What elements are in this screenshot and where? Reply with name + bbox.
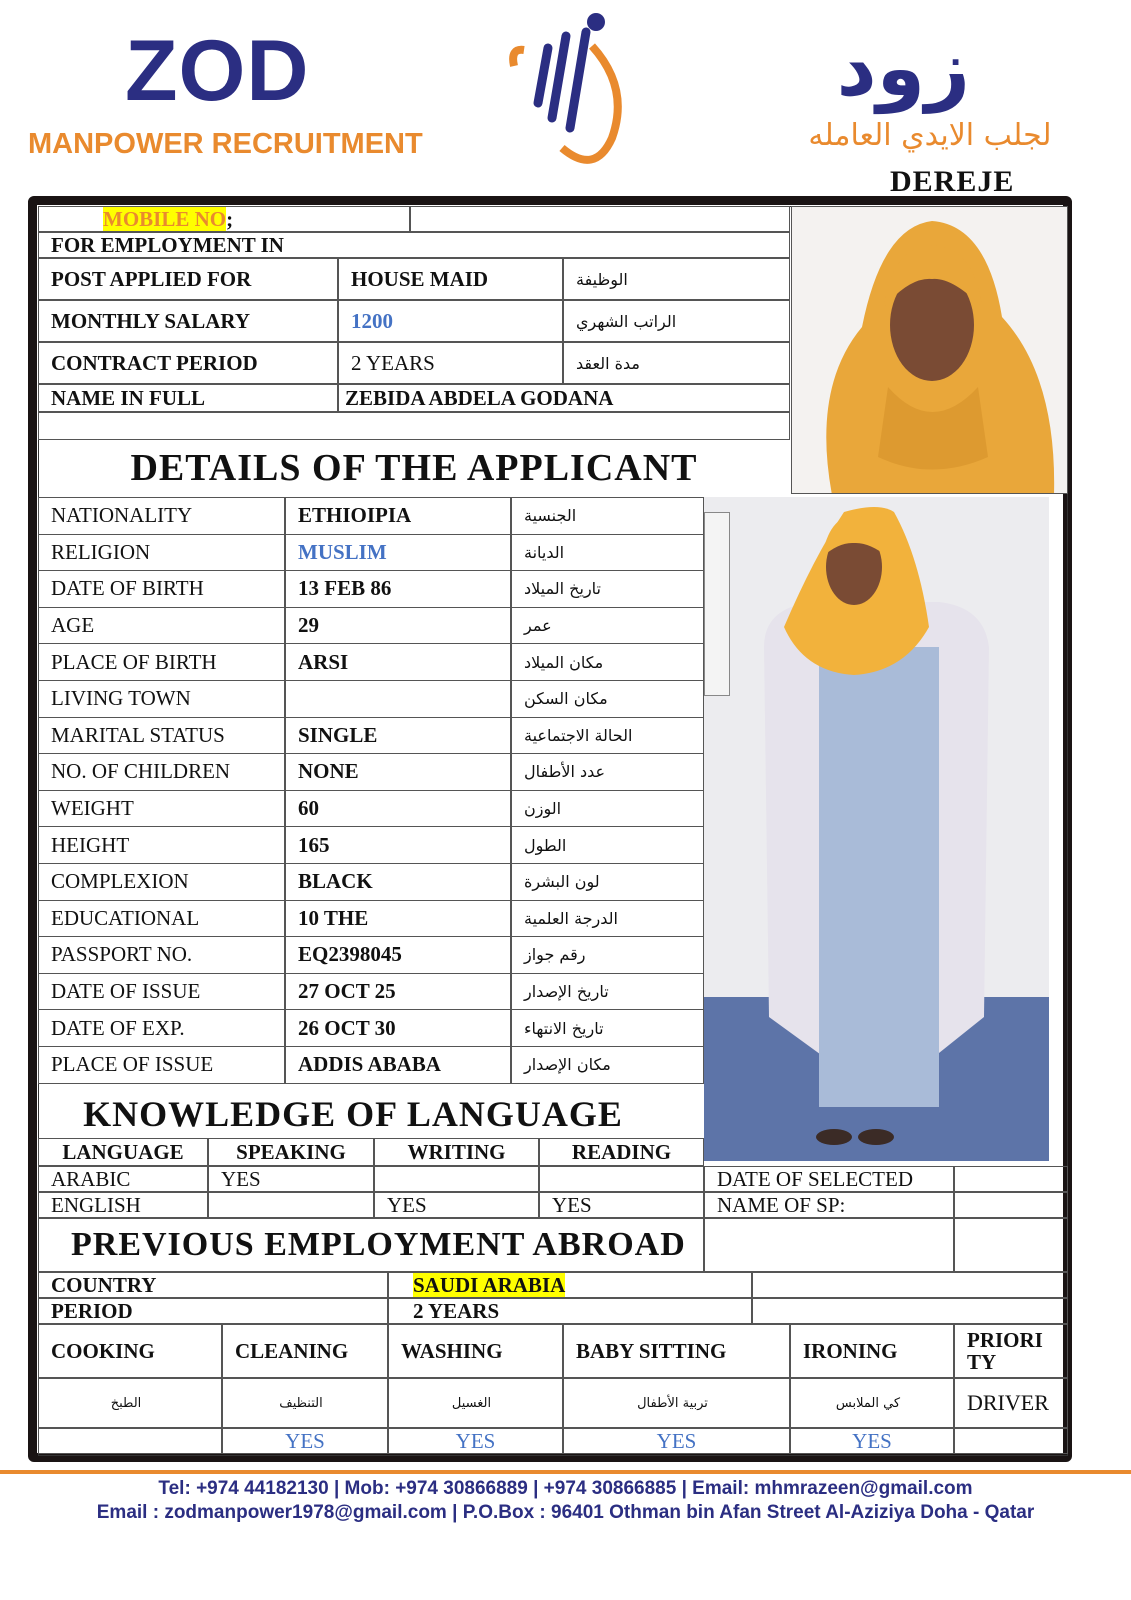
detail-arabic: الحالة الاجتماعية [511, 717, 704, 755]
detail-value: 10 THE [285, 900, 511, 938]
lang-english-name: ENGLISH [38, 1192, 208, 1218]
detail-value: MUSLIM [285, 534, 511, 572]
detail-value: ARSI [285, 643, 511, 681]
footer-contact-line2: Email : zodmanpower1978@gmail.com | P.O.Box : 96401 Othman bin Afan Street Al-Aziziya Doha - Qatar [96, 1502, 1035, 1523]
detail-arabic: الجنسية [511, 497, 704, 535]
detail-label: PASSPORT NO. [38, 936, 285, 974]
side-blank-1 [704, 1218, 954, 1272]
skill-value: YES [790, 1428, 954, 1454]
detail-label: DATE OF ISSUE [38, 973, 285, 1011]
lang-header-language: LANGUAGE [38, 1138, 208, 1166]
skill-label: CLEANING [222, 1324, 388, 1378]
agent-name: DEREJE [890, 165, 1015, 198]
detail-label: MARITAL STATUS [38, 717, 285, 755]
skill-arabic: تربية الأطفال [563, 1378, 790, 1428]
detail-label: AGE [38, 607, 285, 645]
detail-value: 26 OCT 30 [285, 1009, 511, 1047]
language-title: KNOWLEDGE OF LANGUAGE [83, 1094, 623, 1134]
detail-label: COMPLEXION [38, 863, 285, 901]
period-value: 2 YEARS [388, 1298, 752, 1324]
salary-arabic: الراتب الشهري [563, 300, 790, 342]
period-label: PERIOD [38, 1298, 388, 1324]
previous-employment-title: PREVIOUS EMPLOYMENT ABROAD [38, 1218, 704, 1272]
detail-arabic: الديانة [511, 534, 704, 572]
footer-contact-line1: Tel: +974 44182130 | Mob: +974 30866889 | +974 30866885 | Email: mhmrazeen@gmail.com [158, 1478, 973, 1499]
date-selected-value [954, 1166, 1068, 1192]
detail-arabic: لون البشرة [511, 863, 704, 901]
details-title: DETAILS OF THE APPLICANT [130, 447, 698, 489]
lang-header-reading: READING [539, 1138, 704, 1166]
priority-label-line2: TY [967, 1350, 997, 1374]
detail-value: 60 [285, 790, 511, 828]
lang-english-speaking [208, 1192, 374, 1218]
lang-arabic-writing [374, 1166, 539, 1192]
detail-arabic: مكان الميلاد [511, 643, 704, 681]
skill-label: BABY SITTING [563, 1324, 790, 1378]
detail-arabic: عدد الأطفال [511, 753, 704, 791]
applicant-portrait-photo [791, 206, 1068, 494]
detail-value: SINGLE [285, 717, 511, 755]
mobile-value [410, 206, 790, 232]
detail-arabic: عمر [511, 607, 704, 645]
detail-arabic: تاريخ الإصدار [511, 973, 704, 1011]
skill-arabic: الغسيل [388, 1378, 563, 1428]
detail-arabic: الطول [511, 826, 704, 864]
skill-label: WASHING [388, 1324, 563, 1378]
country-cell [388, 1272, 752, 1298]
priority-label-line1: PRIORI [967, 1327, 1043, 1352]
brand-logo-icon [500, 8, 640, 178]
skill-value: YES [222, 1428, 388, 1454]
employment-label: FOR EMPLOYMENT IN [38, 232, 790, 258]
detail-label: PLACE OF BIRTH [38, 643, 285, 681]
side-blank-2 [954, 1218, 1068, 1272]
lang-arabic-speaking: YES [208, 1166, 374, 1192]
thumbnail-strip [704, 512, 730, 696]
detail-value: 27 OCT 25 [285, 973, 511, 1011]
priority-label [954, 1324, 1068, 1378]
priority-blank [954, 1428, 1068, 1454]
footer-divider [0, 1470, 1131, 1474]
post-label: POST APPLIED FOR [38, 258, 338, 300]
detail-value [285, 680, 511, 718]
detail-value: 165 [285, 826, 511, 864]
post-arabic: الوظيفة [563, 258, 790, 300]
mobile-suffix: ; [226, 206, 234, 231]
country-value: SAUDI ARABIA [413, 1272, 566, 1297]
detail-label: DATE OF BIRTH [38, 570, 285, 608]
detail-label: PLACE OF ISSUE [38, 1046, 285, 1084]
detail-label: NATIONALITY [38, 497, 285, 535]
detail-value: NONE [285, 753, 511, 791]
brand-subtitle: MANPOWER RECRUITMENT [28, 128, 423, 160]
country-blank [752, 1272, 1068, 1298]
lang-arabic-reading [539, 1166, 704, 1192]
detail-arabic: الدرجة العلمية [511, 900, 704, 938]
detail-label: RELIGION [38, 534, 285, 572]
detail-value: EQ2398045 [285, 936, 511, 974]
lang-header-speaking: SPEAKING [208, 1138, 374, 1166]
skill-arabic: كي الملابس [790, 1378, 954, 1428]
lang-header-writing: WRITING [374, 1138, 539, 1166]
detail-label: LIVING TOWN [38, 680, 285, 718]
detail-arabic: تاريخ الميلاد [511, 570, 704, 608]
brand-logo-text: ZOD [125, 23, 310, 119]
detail-arabic: رقم جواز [511, 936, 704, 974]
detail-value: BLACK [285, 863, 511, 901]
detail-label: EDUCATIONAL [38, 900, 285, 938]
lang-english-writing: YES [374, 1192, 539, 1218]
skill-arabic: الطبخ [38, 1378, 222, 1428]
skill-label: IRONING [790, 1324, 954, 1378]
detail-arabic: تاريخ الانتهاء [511, 1009, 704, 1047]
detail-value: 13 FEB 86 [285, 570, 511, 608]
skill-value [38, 1428, 222, 1454]
skill-value: YES [388, 1428, 563, 1454]
detail-value: ADDIS ABABA [285, 1046, 511, 1084]
detail-label: HEIGHT [38, 826, 285, 864]
lang-english-reading: YES [539, 1192, 704, 1218]
blank-row [38, 412, 790, 440]
post-value: HOUSE MAID [338, 258, 563, 300]
salary-label: MONTHLY SALARY [38, 300, 338, 342]
detail-label: DATE OF EXP. [38, 1009, 285, 1047]
name-sp-value [954, 1192, 1068, 1218]
detail-arabic: مكان السكن [511, 680, 704, 718]
contract-value: 2 YEARS [338, 342, 563, 384]
skill-value: YES [563, 1428, 790, 1454]
name-value: ZEBIDA ABDELA GODANA [338, 384, 790, 412]
contract-label: CONTRACT PERIOD [38, 342, 338, 384]
period-blank [752, 1298, 1068, 1324]
arabic-brand: زود [836, 24, 970, 114]
skill-arabic: التنظيف [222, 1378, 388, 1428]
detail-arabic: الوزن [511, 790, 704, 828]
detail-value: ETHIOIPIA [285, 497, 511, 535]
arabic-subtitle: لجلب الايدي العامله [808, 118, 1052, 153]
date-selected-label: DATE OF SELECTED [704, 1166, 954, 1192]
name-label: NAME IN FULL [38, 384, 338, 412]
detail-label: NO. OF CHILDREN [38, 753, 285, 791]
priority-value: DRIVER [954, 1378, 1068, 1428]
mobile-label: MOBILE NO [103, 206, 227, 231]
detail-value: 29 [285, 607, 511, 645]
name-sp-label: NAME OF SP: [704, 1192, 954, 1218]
detail-label: WEIGHT [38, 790, 285, 828]
country-label: COUNTRY [38, 1272, 388, 1298]
mobile-row [38, 206, 410, 232]
contract-arabic: مدة العقد [563, 342, 790, 384]
detail-arabic: مكان الإصدار [511, 1046, 704, 1084]
skill-label: COOKING [38, 1324, 222, 1378]
applicant-full-body-photo [704, 497, 1049, 1161]
salary-value: 1200 [338, 300, 563, 342]
lang-arabic-name: ARABIC [38, 1166, 208, 1192]
